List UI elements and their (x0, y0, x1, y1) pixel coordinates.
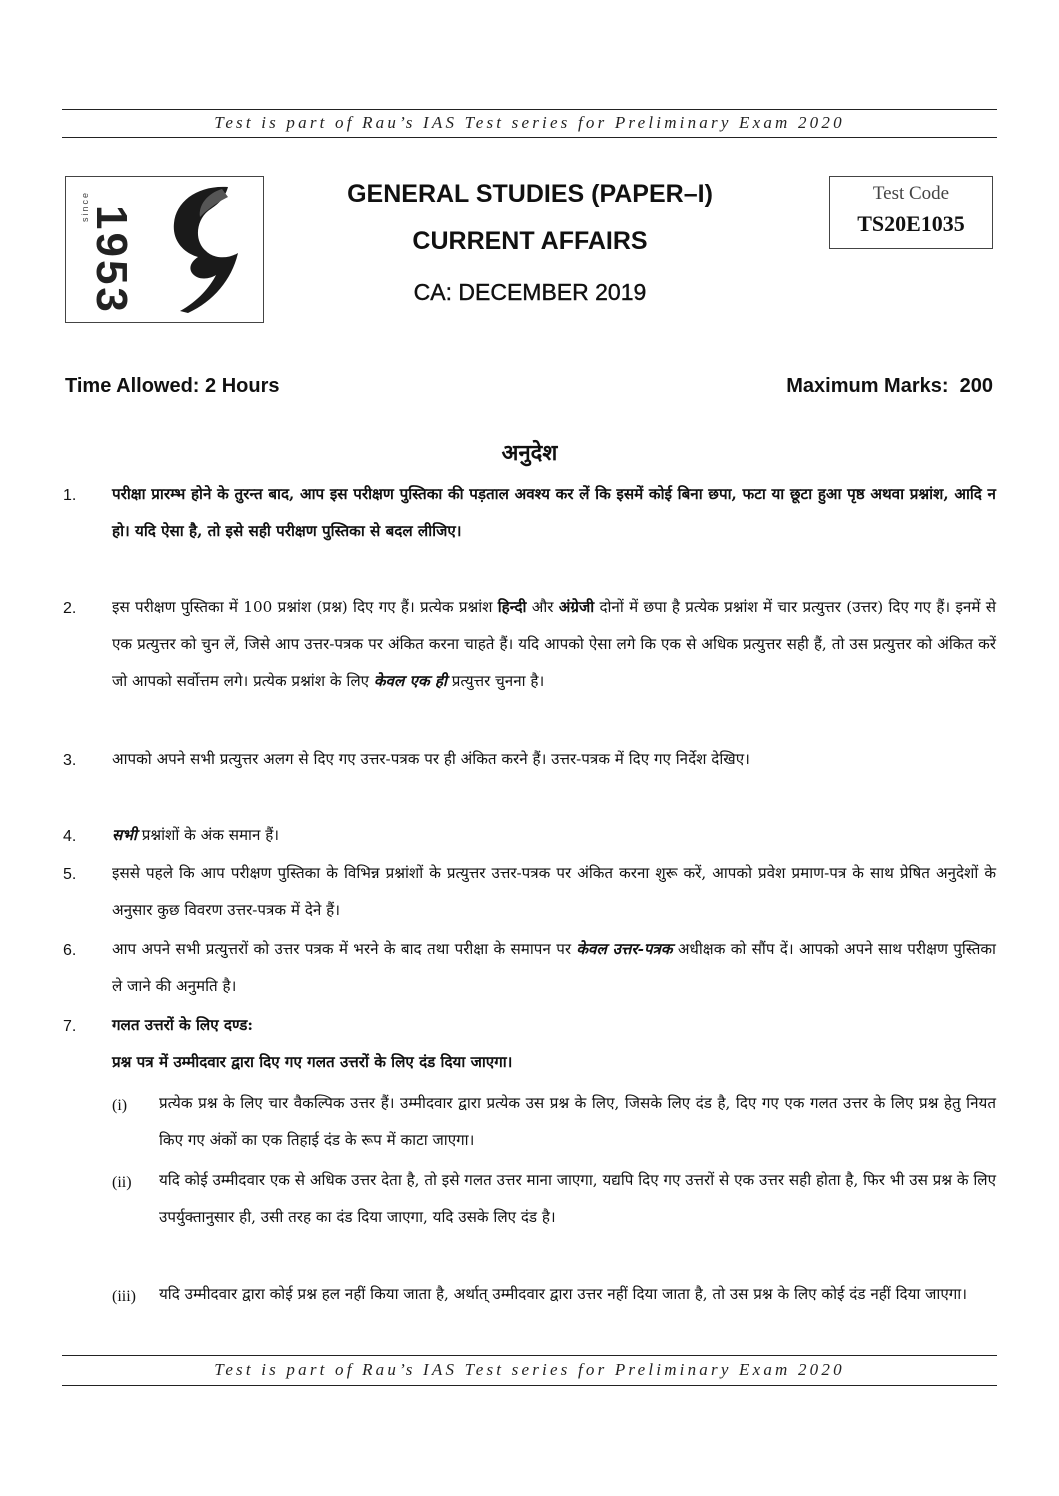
maximum-marks: Maximum Marks: 200 (786, 375, 993, 397)
penalty-lead: प्रश्न पत्र में उम्मीदवार द्वारा दिए गए गलत उत्तरों के लिए दंड दिया जाएगा। (112, 1053, 513, 1071)
paper-subject: CURRENT AFFAIRS (412, 227, 648, 255)
penalty-rule-iii: यदि उम्मीदवार द्वारा कोई प्रश्न हल नहीं किया जाता है, अर्थात् उम्मीदवार द्वारा उत्तर नहीं दिया जाता है, तो उस प्रश्न के लिए कोई दंड नहीं दिया जाएगा। (159, 1285, 967, 1303)
penalty-title: गलत उत्तरों के लिए दण्ड: (112, 1016, 253, 1034)
sub-item-number: (i) (112, 1097, 128, 1114)
instruction-3: आपको अपने सभी प्रत्युत्तर अलग से दिए गए उत्तर-पत्रक पर ही अंकित करने हैं। उत्तर-पत्रक में दिए गए निर्देश देखिए। (112, 750, 750, 768)
instruction-number: 2. (63, 600, 77, 617)
instruction-number: 1. (63, 487, 77, 504)
test-code-box (829, 176, 993, 249)
time-allowed: Time Allowed: 2 Hours (65, 375, 280, 397)
header-rule-top (62, 109, 997, 110)
instruction-number: 6. (63, 942, 77, 959)
sub-item-number: (ii) (112, 1174, 132, 1191)
instruction-5: इससे पहले कि आप परीक्षण पुस्तिका के विभिन्न प्रश्नांशों के प्रत्युत्तर उत्तर-पत्रक पर अंकित करना शुरू करें, आपको प्रवेश प्रमाण-पत्र के साथ प्रेषित अनुदेशों के अनुसार कुछ विवरण उत्तर-पत्रक में देने हैं। (112, 864, 996, 919)
instruction-6: आप अपने सभी प्रत्युत्तरों को उत्तर पत्रक में भरने के बाद तथा परीक्षा के समापन पर केवल उत्तर-पत्रक अधीक्षक को सौंप दें। आपको अपने साथ परीक्षण पुस्तिका ले जाने की अनुमति है। (112, 940, 996, 995)
instruction-4: सभी प्रश्नांशों के अंक समान हैं। (112, 826, 280, 844)
logo-since-text: since (80, 191, 90, 223)
footer-tagline: Test is part of Rau’s IAS Test series for Preliminary Exam 2020 (214, 1360, 845, 1379)
header-rule-bottom (62, 137, 997, 138)
sub-item-number: (iii) (112, 1288, 136, 1305)
footer-rule-bottom (62, 1385, 997, 1386)
instruction-number: 4. (63, 828, 77, 845)
header-tagline: Test is part of Rau’s IAS Test series for Preliminary Exam 2020 (214, 113, 845, 132)
instruction-number: 7. (63, 1018, 77, 1035)
test-code-value: TS20E1035 (857, 211, 965, 236)
paper-month: CA: DECEMBER 2019 (413, 279, 647, 305)
instruction-number: 3. (63, 752, 77, 769)
institute-logo (65, 176, 264, 323)
instruction-number: 5. (63, 866, 77, 883)
paper-title: GENERAL STUDIES (PAPER–I) (347, 180, 713, 208)
penalty-rule-i: प्रत्येक प्रश्न के लिए चार वैकल्पिक उत्तर हैं। उम्मीदवार द्वारा प्रत्येक उस प्रश्न के लिए, जिसके लिए दंड है, दिए गए एक गलत उत्तर के लिए प्रश्न हेतु नियत किए गए अंकों का एक तिहाई दंड के रूप में काटा जाएगा। (159, 1094, 996, 1149)
footer-rule-top (62, 1355, 997, 1356)
instructions-heading: अनुदेश (501, 440, 558, 466)
instruction-2: इस परीक्षण पुस्तिका में 100 प्रश्नांश (प्रश्न) दिए गए हैं। प्रत्येक प्रश्नांश हिन्दी और अंग्रेजी दोनों में छपा है प्रत्येक प्रश्नांश में चार प्रत्युत्तर (उत्तर) दिए गए हैं। इनमें से एक प्रत्युत्तर को चुन लें, जिसे आप उत्तर-पत्रक पर अंकित करना चाहते हैं। यदि आपको ऐसा लगे कि एक से अधिक प्रत्युत्तर सही हैं, तो उस प्रत्युत्तर को अंकित करें जो आपको सर्वोत्तम लगे। प्रत्येक प्रश्नांश के लिए केवल एक ही प्रत्युत्तर चुनना है। (112, 598, 996, 690)
penalty-rule-ii: यदि कोई उम्मीदवार एक से अधिक उत्तर देता है, तो इसे गलत उत्तर माना जाएगा, यद्यपि दिए गए उत्तरों से एक उत्तर सही होता है, फिर भी उस प्रश्न के लिए उपर्युक्तानुसार ही, उसी तरह का दंड दिया जाएगा, यदि उसके लिए दंड है। (159, 1171, 996, 1226)
instruction-1: परीक्षा प्रारम्भ होने के तुरन्त बाद, आप इस परीक्षण पुस्तिका की पड़ताल अवश्य कर लें कि इसमें कोई बिना छपा, फटा या छूटा हुआ पृष्ठ अथवा प्रश्नांश, आदि न हो। यदि ऐसा है, तो इसे सही परीक्षण पुस्तिका से बदल लीजिए। (112, 485, 996, 540)
test-code-label: Test Code (872, 183, 950, 204)
logo-year-text: 1953 (87, 205, 136, 315)
logo-profile-icon (158, 183, 250, 315)
